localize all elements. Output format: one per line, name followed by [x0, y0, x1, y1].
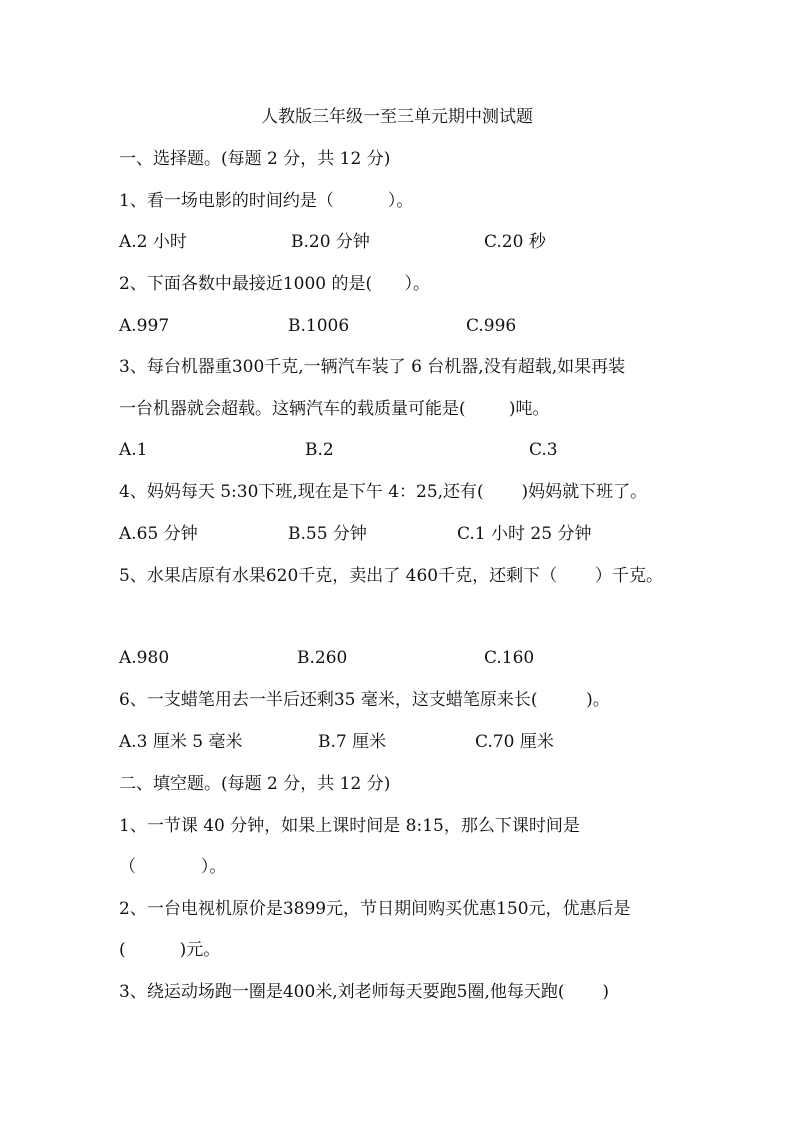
question-5: 5、水果店原有水果620千克，卖出了 460千克，还剩下（ ）千克。 [119, 566, 663, 586]
fill-2: 2、一台电视机原价是3899元，节日期间购买优惠150元，优惠后是 [119, 899, 631, 919]
question-6: 6、一支蜡笔用去一半后还剩35 毫米，这支蜡笔原来长( )。 [119, 690, 610, 710]
q6-option-c: C.70 厘米 [475, 732, 554, 752]
q4-option-a: A.65 分钟 [119, 524, 198, 544]
q6-option-b: B.7 厘米 [318, 732, 387, 752]
fill-1: 1、一节课 40 分钟，如果上课时间是 8:15，那么下课时间是 [119, 816, 580, 836]
q1-option-c: C.20 秒 [484, 232, 546, 252]
section2-heading: 二、填空题。(每题 2 分，共 12 分) [119, 774, 391, 794]
q4-option-c: C.1 小时 25 分钟 [457, 524, 592, 544]
exam-title: 人教版三年级一至三单元期中测试题 [261, 107, 533, 127]
question-3-cont: 一台机器就会超载。这辆汽车的载质量可能是( )吨。 [119, 399, 550, 419]
q5-option-a: A.980 [119, 648, 170, 668]
q6-option-a: A.3 厘米 5 毫米 [119, 732, 243, 752]
q3-option-b: B.2 [305, 440, 334, 460]
question-4: 4、妈妈每天 5:30下班,现在是下午 4：25,还有( )妈妈就下班了。 [119, 482, 648, 502]
q3-option-c: C.3 [529, 440, 558, 460]
fill-1-cont: （ ）。 [119, 857, 227, 877]
q3-option-a: A.1 [119, 440, 148, 460]
question-2: 2、下面各数中最接近1000 的是( ）。 [119, 274, 431, 294]
q2-option-a: A.997 [119, 316, 170, 336]
section1-heading: 一、选择题。(每题 2 分，共 12 分) [119, 149, 391, 169]
fill-3: 3、绕运动场跑一圈是400米,刘老师每天要跑5圈,他每天跑( ) [119, 982, 609, 1002]
fill-2-cont: ( )元。 [119, 940, 221, 960]
q2-option-b: B.1006 [288, 316, 350, 336]
question-3: 3、每台机器重300千克,一辆汽车装了 6 台机器,没有超载,如果再装 [119, 357, 626, 377]
q5-option-c: C.160 [484, 648, 535, 668]
q2-option-c: C.996 [466, 316, 517, 336]
q1-option-a: A.2 小时 [119, 232, 187, 252]
question-1: 1、看一场电影的时间约是（ ）。 [119, 191, 414, 211]
q4-option-b: B.55 分钟 [288, 524, 367, 544]
q5-option-b: B.260 [297, 648, 348, 668]
q1-option-b: B.20 分钟 [291, 232, 370, 252]
